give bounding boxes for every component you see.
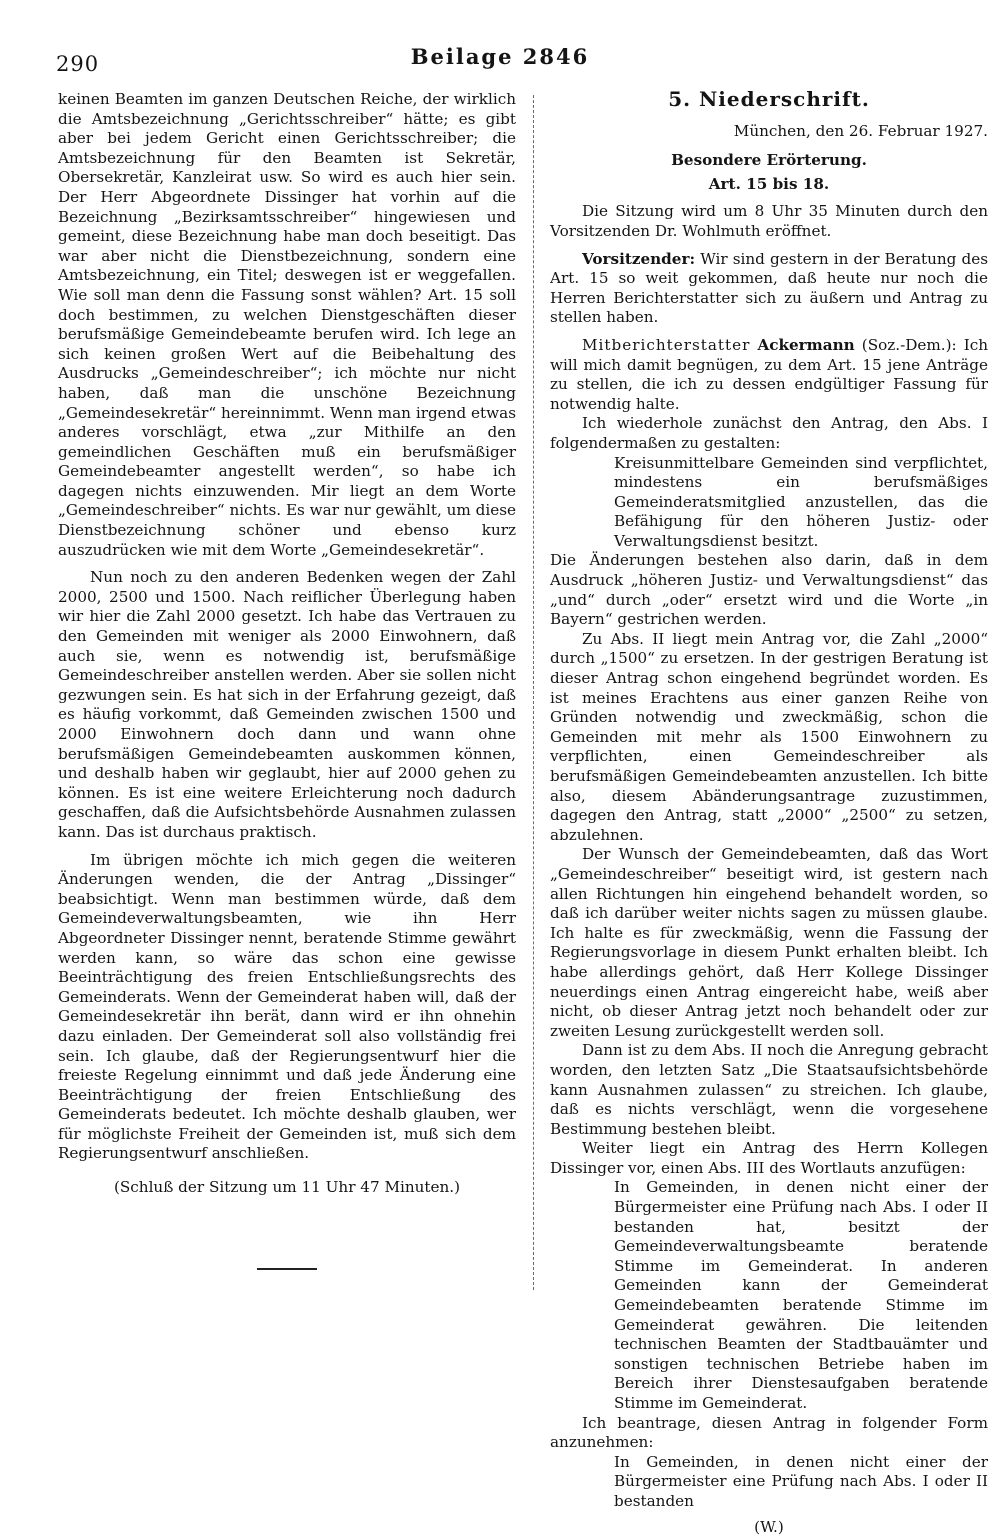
paragraph-abs2: Zu Abs. II liegt mein Antrag vor, die Zahl „2000“ durch „1500“ zu ersetzen. In der gestrigen Beratung ist dieser Antrag schon eingehend begründet worden. Es ist meines Erachtens aus einer ganzen Reihe von Gründen notwendig und zweckmäßig, schon die Gemeinden mit mehr als 1500 Einwohnern zu verpflichten, einen Gemeindeschreiber als berufsmäßigen Gemeindebeamten anzustellen. Ich bitte also, diesem Abänderungsantrage zuzustimmen, dagegen den Antrag, statt „2000“ „2500“ zu setzen, abzulehnen. [550,629,988,844]
chair-statement [550,250,988,328]
speaker-role: Mitberichterstatter [582,335,751,354]
co-rapporteur-statement [550,336,988,414]
proposed-text-form: In Gemeinden, in denen nicht einer der Bürgermeister eine Prüfung nach Abs. I oder II bestanden [614,1452,988,1510]
sub-heading: Besondere Erörterung. [671,151,867,170]
speaker-party: (Soz.-Dem.): [861,335,957,354]
speaker-name: Ackermann [757,335,855,354]
changes-explanation: Die Änderungen bestehen also darin, daß in dem Ausdruck „höheren Justiz- und Verwaltungsdienst“ das „und“ durch „oder“ ersetzt wird und die Worte „in Bayern“ gestrichen werden. [550,551,988,629]
left-column [58,90,516,1270]
paragraph-numbers: Nun noch zu den anderen Bedenken wegen der Zahl 2000, 2500 und 1500. Nach reiflicher Überlegung haben wir hier die Zahl 2000 gesetzt. Ich habe das Vertrauen zu den Gemeinden mit weniger als 2000 Einwohnern, daß auch sie, wenn es notwendig ist, berufsmäßige Gemeindeschreiber anstellen werden. Aber sie sollen nicht gezwungen sein. Es hat sich in der Erfahrung gezeigt, daß es häufig vorkommt, daß Gemeinden zwischen 1500 und 2000 Einwohnern doch dann und wann ohne berufsmäßigen Gemeindebeamten auskommen können, und deshalb haben wir geglaubt, hier auf 2000 gehen zu können. Es ist eine weitere Erleichterung noch dadurch geschaffen, daß die Aufsichtsbehörde Ausnahmen zulassen kann. Das ist durchaus praktisch. [58,568,516,841]
paragraph-further: Weiter liegt ein Antrag des Herrn Kollegen Dissinger vor, einen Abs. III des Wortlauts anzufügen: [550,1139,988,1177]
paragraph-continuation: keinen Beamten im ganzen Deutschen Reiche, der wirklich die Amtsbezeichnung „Gerichtsschreiber“ hätte; es gibt aber bei jedem Gericht einen Gerichtsschreiber; die Amtsbezeichnung für den Beamten ist Sekretär, Obersekretär, Kanzleirat usw. So wird es auch hier sein. Der Herr Abgeordnete Dissinger hat vorhin auf die Bezeichnung „Bezirksamtsschreiber“ hingewiesen und gemeint, diese Bezeichnung habe man doch beseitigt. Das war aber nicht die Dienstbezeichnung, sondern eine Amtsbezeichnung, ein Titel; deswegen ist er weggefallen. Wie soll man denn die Fassung sonst wählen? Art. 15 soll doch bestimmen, zu welchen Dienstgeschäften dieser berufsmäßige Gemeindebeamte berufen wird. Ich lege an sich keinen großen Wert auf die Beibehaltung des Ausdrucks „Gemeindeschreiber“; ich möchte nur nicht haben, daß man die unschöne Bezeichnung „Gemeindesekretär“ hereinnimmt. Wenn man irgend etwas anderes vorschlägt, etwa „zur Mithilfe an den gemeindlichen Geschäften muß ein berufsmäßiger Gemeindebeamter angestellt werden“, so habe ich dagegen nichts einzuwenden. Mir liegt an dem Worte „Gemeindeschreiber“ nichts. Es war nur gewählt, um diese Dienstbezeichnung schöner und ebenso kurz auszudrücken wie mit dem Worte „Gemeindesekretär“. [58,90,516,559]
proposal-intro: Ich wiederhole zunächst den Antrag, den Abs. I folgendermaßen zu gestalten: [550,414,988,452]
section-title: 5. Niederschrift. [668,87,870,111]
paragraph-wish: Der Wunsch der Gemeindebeamten, daß das Wort „Gemeindeschreiber“ beseitigt wird, ist gestern nach allen Richtungen hin eingehend behandelt worden, so daß ich darüber weiter nichts sagen zu müssen glaube. Ich halte es für zweckmäßig, wenn die Fassung der Regierungsvorlage in diesem Punkt erhalten bleibt. Ich habe allerdings gehört, daß Herr Kollege Dissinger neuerdings einen Antrag eingereicht habe, weiß aber nicht, ob dieser Antrag jetzt noch behandelt oder zur zweiten Lesung zurückgestellt werden soll. [550,845,988,1040]
paragraph-then: Dann ist zu dem Abs. II noch die Anregung gebracht worden, den letzten Satz „Die Staatsaufsichtsbehörde kann Ausnahmen zulassen“ zu streichen. Ich glaube, daß es nichts verschlägt, wenn die vorgesehene Bestimmung bestehen bleibt. [550,1041,988,1138]
right-column [550,87,989,1537]
proposed-text-abs1: Kreisunmittelbare Gemeinden sind verpflichtet, mindestens ein berufsmäßiges Gemeinderatsmitglied anzustellen, das die Befähigung für den höheren Justiz- oder Verwaltungsdienst besitzt. [614,453,988,550]
signature-mark: (W.) [754,1517,784,1536]
page-number: 290 [56,52,100,76]
chair-text: Wir sind gestern in der Beratung des Art. 15 so weit gekommen, daß heute nur noch die Herren Berichterstatter sich zu äußern und Antrag zu stellen haben. [550,249,989,327]
session-closing-note: (Schluß der Sitzung um 11 Uhr 47 Minuten.) [113,1178,461,1197]
running-head: Beilage 2846 [410,44,590,69]
paragraph-amendments: Im übrigen möchte ich mich gegen die weiteren Änderungen wenden, die der Antrag „Dissinger“ beabsichtigt. Wenn man bestimmen würde, daß dem Gemeindeverwaltungsbeamten, wie ihn Herr Abgeordneter Dissinger nennt, beratende Stimme gewährt werden kann, so wäre das schon eine gewisse Beeinträchtigung des freien Entschließungsrechts des Gemeinderats. Wenn der Gemeinderat haben will, daß der Gemeindesekretär ihn berät, dann wird er ihn ohnehin dazu einladen. Der Gemeinderat soll also vollständig frei sein. Ich glaube, daß der Regierungsentwurf hier die freieste Regelung einnimmt und daß jede Änderung eine Beeinträchtigung der freien Entschließung des Gemeinderats bedeutet. Ich möchte deshalb glauben, wer für möglichste Freiheit der Gemeinden ist, muß sich dem Regierungsentwurf anschließen. [58,850,516,1163]
section-divider [257,1268,317,1270]
speaker-label: Vorsitzender: [582,249,696,268]
proposed-text-abs3: In Gemeinden, in denen nicht einer der Bürgermeister eine Prüfung nach Abs. I oder II bestanden hat, besitzt der Gemeindeverwaltungsbeamte beratende Stimme im Gemeinderat. In anderen Gemeinden kann der Gemeinderat Gemeindebeamten beratende Stimme im Gemeinderat gewähren. Die leitenden technischen Beamten der Stadtbauämter und sonstigen technischen Betriebe haben im Bereich ihrer Dienstesaufgaben beratende Stimme im Gemeinderat. [614,1178,988,1412]
column-divider [533,95,534,1290]
speaker-text: Ich will mich damit begnügen, zu dem Art. 15 jene Anträge zu stellen, die ich zu dessen endgültiger Fassung für notwendig halte. [550,335,989,413]
dateline: München, den 26. Februar 1927. [733,121,988,140]
article-range-heading: Art. 15 bis 18. [708,174,830,193]
motion-text: Ich beantrage, diesen Antrag in folgender Form anzunehmen: [550,1413,988,1452]
session-opening: Die Sitzung wird um 8 Uhr 35 Minuten durch den Vorsitzenden Dr. Wohlmuth eröffnet. [550,202,988,240]
